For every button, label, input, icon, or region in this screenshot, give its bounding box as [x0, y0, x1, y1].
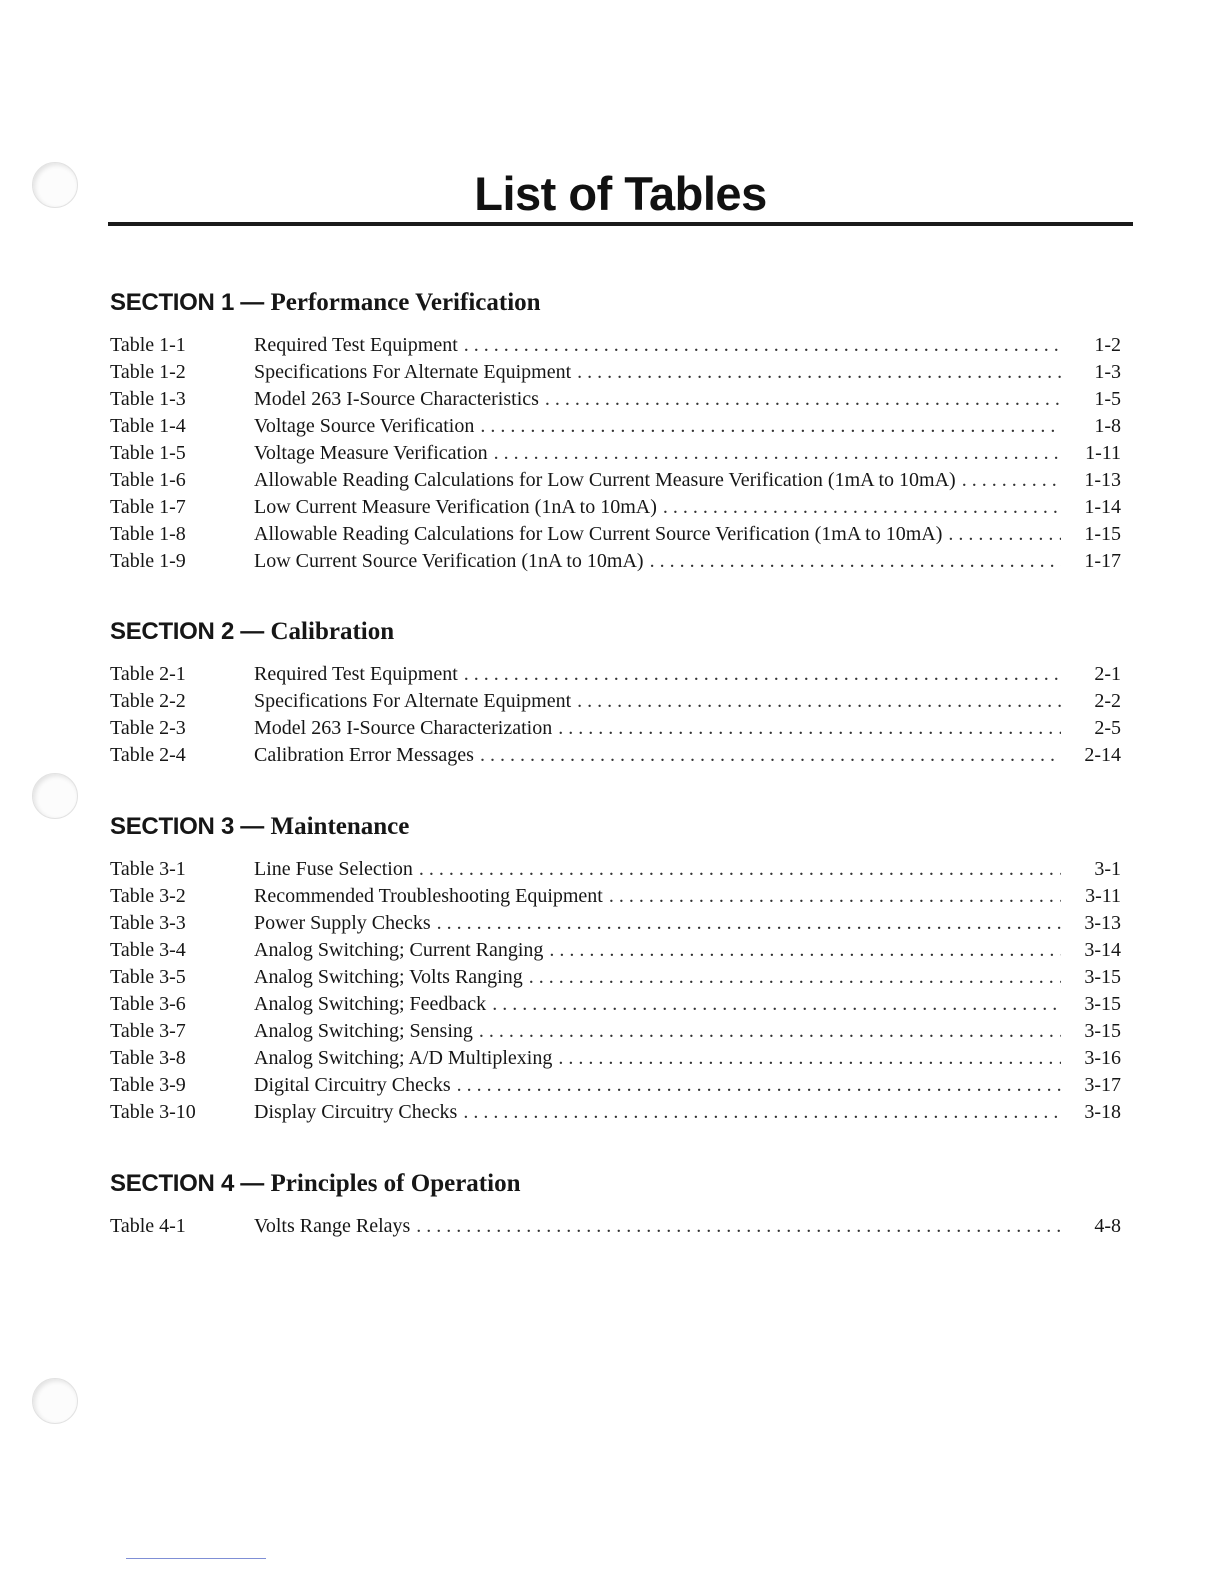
punch-hole-middle — [32, 773, 78, 819]
punch-hole-bottom — [32, 1378, 78, 1424]
section-heading — [110, 617, 1131, 647]
list-item[interactable] — [110, 1018, 1131, 1045]
table-number: Table 2-4 — [110, 744, 186, 766]
dot-leader — [577, 361, 1061, 384]
table-title: Voltage Measure Verification — [254, 442, 488, 464]
table-number: Table 3-3 — [110, 912, 186, 934]
table-number: Table 3-6 — [110, 993, 186, 1015]
table-number: Table 4-1 — [110, 1215, 186, 1237]
list-item[interactable] — [110, 964, 1131, 991]
page-number: 3-17 — [1084, 1074, 1121, 1096]
page-number: 3-15 — [1084, 966, 1121, 988]
table-list — [110, 856, 1131, 1126]
table-number: Table 1-1 — [110, 334, 186, 356]
table-list — [110, 1213, 1131, 1240]
list-item[interactable] — [110, 467, 1131, 494]
page-number: 1-8 — [1094, 415, 1121, 437]
table-title: Analog Switching; A/D Multiplexing — [254, 1047, 553, 1069]
table-title: Analog Switching; Current Ranging — [254, 939, 544, 961]
table-number: Table 1-9 — [110, 550, 186, 572]
page-number: 3-15 — [1084, 993, 1121, 1015]
section-dash: — — [240, 1170, 265, 1197]
section-title: Maintenance — [270, 813, 410, 840]
page-number: 3-13 — [1084, 912, 1121, 934]
table-number: Table 3-4 — [110, 939, 186, 961]
dot-leader — [480, 415, 1061, 438]
dot-leader — [549, 939, 1061, 962]
table-title: Digital Circuitry Checks — [254, 1074, 451, 1096]
table-list — [110, 332, 1131, 575]
table-title: Volts Range Relays — [254, 1215, 411, 1237]
page-number: 3-15 — [1084, 1020, 1121, 1042]
section-label: SECTION 4 — [110, 1170, 234, 1197]
dot-leader — [464, 334, 1061, 357]
title-rule — [108, 222, 1133, 226]
list-item[interactable] — [110, 1213, 1131, 1240]
list-item[interactable] — [110, 440, 1131, 467]
dot-leader — [419, 858, 1061, 881]
table-number: Table 3-9 — [110, 1074, 186, 1096]
section-heading — [110, 812, 1131, 842]
page-number: 1-17 — [1084, 550, 1121, 572]
table-title: Allowable Reading Calculations for Low Current Source Verification (1mA to 10mA) — [254, 523, 943, 545]
table-number: Table 3-1 — [110, 858, 186, 880]
dot-leader — [609, 885, 1061, 908]
section-1 — [110, 288, 1131, 575]
table-title: Voltage Source Verification — [254, 415, 475, 437]
table-number: Table 2-3 — [110, 717, 186, 739]
punch-hole-top — [32, 162, 78, 208]
section-heading — [110, 288, 1131, 318]
list-item[interactable] — [110, 742, 1131, 769]
table-title: Recommended Troubleshooting Equipment — [254, 885, 603, 907]
section-label: SECTION 3 — [110, 813, 234, 840]
section-title: Principles of Operation — [270, 1170, 521, 1197]
dot-leader — [577, 690, 1061, 713]
dot-leader — [480, 744, 1061, 767]
list-item[interactable] — [110, 1045, 1131, 1072]
dot-leader — [948, 523, 1061, 546]
page-number: 1-13 — [1084, 469, 1121, 491]
table-number: Table 3-7 — [110, 1020, 186, 1042]
table-title: Analog Switching; Feedback — [254, 993, 487, 1015]
section-dash: — — [240, 289, 265, 316]
section-dash: — — [240, 618, 265, 645]
table-title: Specifications For Alternate Equipment — [254, 361, 572, 383]
list-item[interactable] — [110, 883, 1131, 910]
table-number: Table 1-6 — [110, 469, 186, 491]
table-list — [110, 661, 1131, 769]
dot-leader — [545, 388, 1061, 411]
dot-leader — [650, 550, 1061, 573]
list-item[interactable] — [110, 910, 1131, 937]
page-number: 1-14 — [1084, 496, 1121, 518]
table-number: Table 3-5 — [110, 966, 186, 988]
list-item[interactable] — [110, 715, 1131, 742]
section-heading — [110, 1169, 1131, 1199]
table-title: Required Test Equipment — [254, 663, 458, 685]
section-2 — [110, 617, 1131, 769]
dot-leader — [529, 966, 1061, 989]
list-item[interactable] — [110, 856, 1131, 883]
table-title: Model 263 I-Source Characteristics — [254, 388, 539, 410]
list-item[interactable] — [110, 937, 1131, 964]
list-item[interactable] — [110, 548, 1131, 575]
dot-leader — [962, 469, 1061, 492]
table-number: Table 1-5 — [110, 442, 186, 464]
table-title: Line Fuse Selection — [254, 858, 413, 880]
page-number: 3-11 — [1085, 885, 1121, 907]
list-item[interactable] — [110, 386, 1131, 413]
page-number: 3-1 — [1094, 858, 1121, 880]
section-dash: — — [240, 813, 265, 840]
page-header — [108, 166, 1133, 226]
page-number: 2-1 — [1094, 663, 1121, 685]
table-title: Required Test Equipment — [254, 334, 458, 356]
table-number: Table 1-7 — [110, 496, 186, 518]
section-4 — [110, 1169, 1131, 1240]
table-number: Table 1-3 — [110, 388, 186, 410]
page-number: 2-2 — [1094, 690, 1121, 712]
section-label: SECTION 1 — [110, 289, 234, 316]
table-title: Low Current Source Verification (1nA to 10mA) — [254, 550, 644, 572]
page-number: 3-18 — [1084, 1101, 1121, 1123]
list-item[interactable] — [110, 991, 1131, 1018]
list-item[interactable] — [110, 332, 1131, 359]
list-item[interactable] — [110, 413, 1131, 440]
list-item[interactable] — [110, 661, 1131, 688]
table-title: Model 263 I-Source Characterization — [254, 717, 553, 739]
dot-leader — [416, 1215, 1061, 1238]
list-item[interactable] — [110, 1099, 1131, 1126]
section-3 — [110, 812, 1131, 1126]
list-item[interactable] — [110, 494, 1131, 521]
dot-leader — [463, 1101, 1061, 1124]
dot-leader — [558, 717, 1061, 740]
dot-leader — [663, 496, 1061, 519]
table-number: Table 3-8 — [110, 1047, 186, 1069]
page-title: List of Tables — [474, 167, 767, 220]
table-title: Display Circuitry Checks — [254, 1101, 458, 1123]
table-title: Allowable Reading Calculations for Low Current Measure Verification (1mA to 10mA) — [254, 469, 956, 491]
table-title: Low Current Measure Verification (1nA to 10mA) — [254, 496, 657, 518]
dot-leader — [494, 442, 1061, 465]
section-label: SECTION 2 — [110, 618, 234, 645]
page-number: 1-2 — [1094, 334, 1121, 356]
list-item[interactable] — [110, 359, 1131, 386]
page-number: 2-14 — [1084, 744, 1121, 766]
table-number: Table 1-2 — [110, 361, 186, 383]
page-number: 1-5 — [1094, 388, 1121, 410]
page-number: 1-11 — [1085, 442, 1121, 464]
table-number: Table 2-2 — [110, 690, 186, 712]
dot-leader — [464, 663, 1061, 686]
table-title: Analog Switching; Sensing — [254, 1020, 473, 1042]
page-number: 1-15 — [1084, 523, 1121, 545]
table-title: Power Supply Checks — [254, 912, 431, 934]
table-number: Table 1-8 — [110, 523, 186, 545]
page-number: 1-3 — [1094, 361, 1121, 383]
page-number: 3-16 — [1084, 1047, 1121, 1069]
dot-leader — [457, 1074, 1061, 1097]
table-title: Calibration Error Messages — [254, 744, 474, 766]
dot-leader — [479, 1020, 1061, 1043]
table-number: Table 1-4 — [110, 415, 186, 437]
page-number: 4-8 — [1094, 1215, 1121, 1237]
page-number: 3-14 — [1084, 939, 1121, 961]
footer-rule — [126, 1558, 266, 1559]
dot-leader — [558, 1047, 1061, 1070]
section-title: Performance Verification — [270, 289, 541, 316]
table-number: Table 3-2 — [110, 885, 186, 907]
table-title: Specifications For Alternate Equipment — [254, 690, 572, 712]
section-title: Calibration — [270, 618, 395, 645]
table-title: Analog Switching; Volts Ranging — [254, 966, 523, 988]
list-item[interactable] — [110, 1072, 1131, 1099]
list-item[interactable] — [110, 688, 1131, 715]
dot-leader — [437, 912, 1061, 935]
page-number: 2-5 — [1094, 717, 1121, 739]
list-item[interactable] — [110, 521, 1131, 548]
dot-leader — [492, 993, 1061, 1016]
table-number: Table 3-10 — [110, 1101, 196, 1123]
table-number: Table 2-1 — [110, 663, 186, 685]
